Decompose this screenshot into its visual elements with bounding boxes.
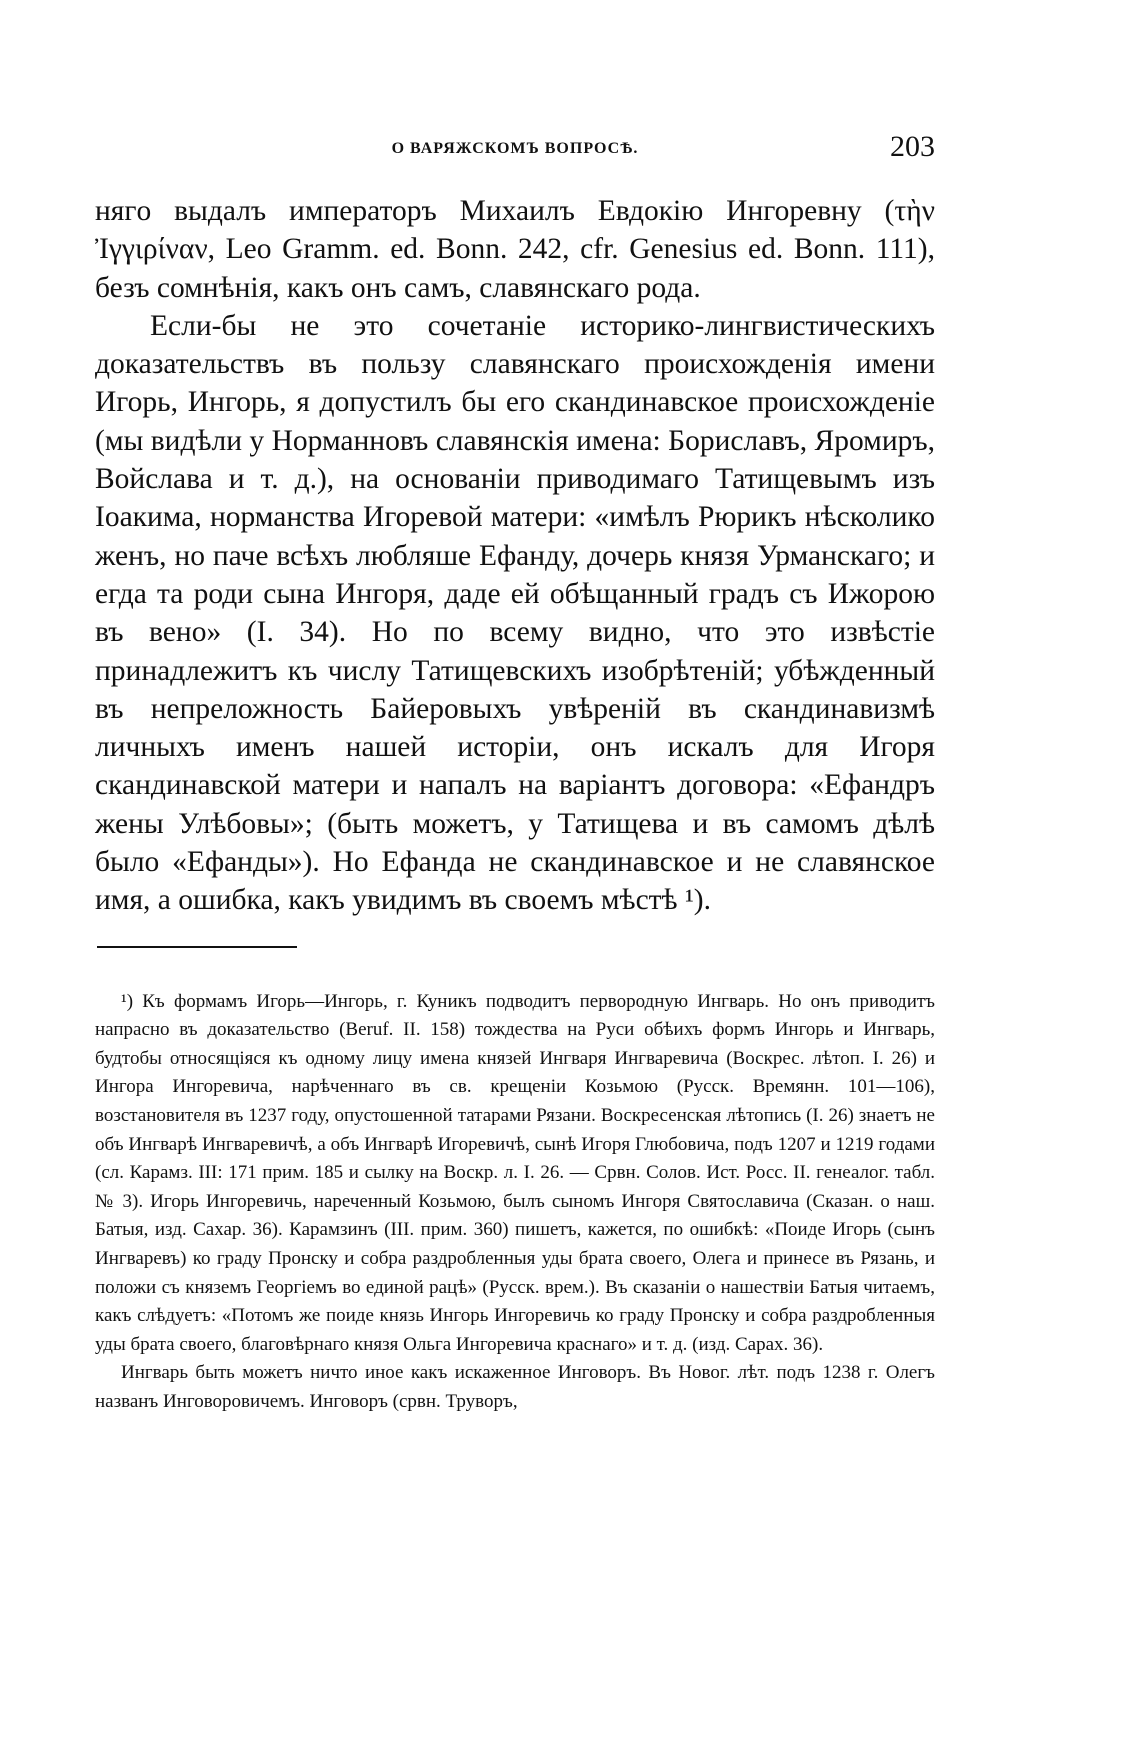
running-head [95, 130, 935, 170]
paragraph-continuation: нягo выдалъ императоръ Михаилъ Евдокію Ингоревну (τὴν Ἰγγιρίναν, Leo Gramm. ed. Bonn. 242, cfr. Genesius ed. Bonn. 111), безъ сомнѣнія, какъ онъ самъ, славянскаго рода. [95, 195, 935, 304]
footnote: ¹) Къ формамъ Игорь—Ингорь, г. Куникъ подводитъ первородную Ингварь. Но онъ приводитъ напрасно въ доказательство (Beruf. II. 158) тождества на Руси обѣихъ формъ Ингорь и Ингварь, будтобы относящіяся къ одному лицу имена князей Ингваря Ингваревича (Воскрес. лѣтоп. I. 26) и Ингора Ингоревича, нарѣченнаго въ св. крещеніи Козьмою (Русск. Времянн. 101—106), возстановителя въ 1237 году, опустошенной татарами Рязани. Воскресенская лѣтопись (I. 26) знаетъ не объ Ингварѣ Ингваревичѣ, а объ Ингварѣ Игоревичѣ, сынѣ Игоря Глюбовича, подъ 1207 и 1219 годами (сл. Карамз. III: 171 прим. 185 и сылку на Воскр. л. I. 26. — Срвн. Солов. Ист. Росс. II. генеалог. табл. № 3). Игорь Ингоревичь, нареченный Козьмою, былъ сыномъ Ингоря Святославича (Сказан. о наш. Батыя, изд. Сахар. 36). Карамзинъ (III. прим. 360) пишетъ, кажется, по ошибкѣ: «Поиде Игорь (сынъ Ингваревъ) ко граду Пронску и собра раздробленныя уды брата своего, Олега и принесе въ Рязань, и положи съ княземъ Георгіемъ во единой рацѣ» (Русск. врем.). Въ сказаніи о нашествіи Батыя читаемъ, какъ слѣдуетъ: «Потомъ же поиде князь Ингорь Ингоревичь ко граду Пронску и собра раздробленныя уды брата своего, благовѣрнаго князя Ольга Ингоревича краснаго» и т. д. (изд. Сарах. 36). [95, 990, 935, 1355]
running-title: О ВАРЯЖСКОМЪ ВОПРОСѢ. [391, 140, 639, 157]
book-page [95, 130, 935, 1417]
page-number: 203 [890, 130, 935, 163]
footnote-separator [97, 946, 297, 948]
main-text [95, 192, 935, 920]
footnote-continuation: Ингварь быть можетъ ничто иное какъ искаженное Инговоръ. Въ Новог. лѣт. подъ 1238 г. Олегъ названъ Инговоровичемъ. Инговоръ (срвн. Труворъ, [95, 1362, 935, 1412]
paragraph: Если-бы не это сочетаніе историко-лингвистическихъ доказательствъ въ пользу славянскаго происхожденія имени Игорь, Ингорь, я допустилъ бы его скандинавское происхожденіе (мы видѣли у Норманновъ славянскія имена: Бориславъ, Яромиръ, Войслава и т. д.), на основаніи приводимаго Татищевымъ изъ Іоакима, норманства Игоревой матери: «имѣлъ Рюрикъ нѣсколико женъ, но паче всѣхъ любляше Ефанду, дочерь князя Урманскаго; и егда та роди сына Ингоря, даде ей обѣщанный градъ съ Ижорою въ вено» (I. 34). Но по всему видно, что это извѣстіе принадлежитъ къ числу Татищевскихъ изобрѣтеній; убѣжденный въ непреложность Байеровыхъ увѣреній въ скандинавизмѣ личныхъ именъ нашей исторіи, онъ искалъ для Игоря скандинавской матери и напалъ на варіантъ договора: «Ефандръ жены Улѣбовы»; (быть можетъ, у Татищева и въ самомъ дѣлѣ было «Ефанды»). Но Ефанда не скандинавское и не славянское имя, а ошибка, какъ увидимъ въ своемъ мѣстѣ ¹). [95, 309, 935, 917]
footnotes [95, 988, 935, 1417]
